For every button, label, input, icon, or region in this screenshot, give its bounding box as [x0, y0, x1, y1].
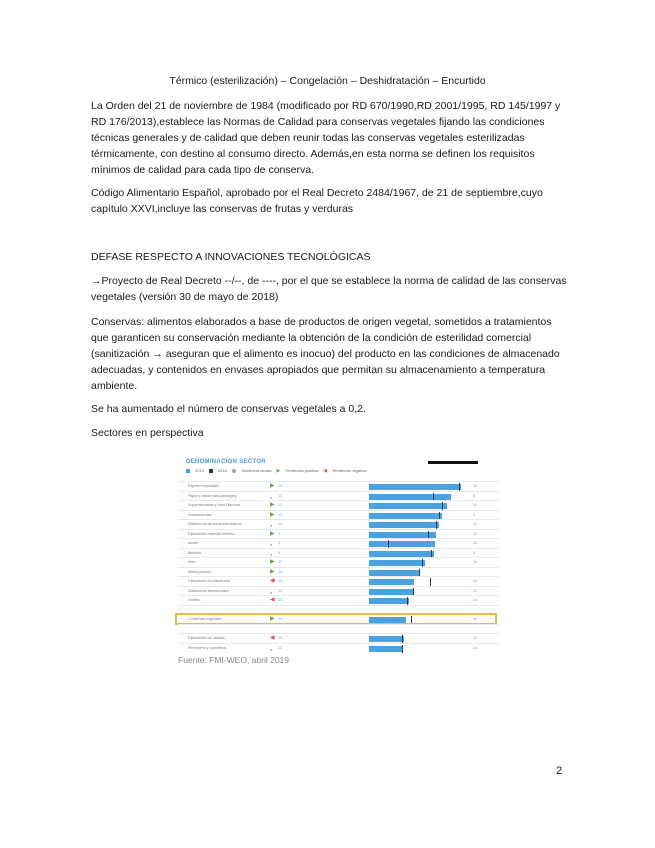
- page-number: 2: [556, 765, 563, 777]
- row-label: Fabricación no residencial: [188, 579, 230, 583]
- row-prev-marker: [402, 645, 403, 653]
- section-heading: DEFASE RESPECTO A INNOVACIONES TECNOLÓGICAS: [91, 251, 371, 263]
- row-bar: [369, 494, 451, 500]
- legend-label: Tendencia neutra: [240, 468, 272, 474]
- row-small-value: 13: [278, 569, 282, 574]
- row-bar: [369, 484, 461, 490]
- trend-negative-icon: ◀: [270, 578, 275, 584]
- legend-marker-icon: ▶: [276, 468, 281, 474]
- legend-marker-icon: ◀: [323, 468, 328, 474]
- legend-label: 2018: [217, 468, 227, 474]
- row-small-value: 13: [278, 493, 282, 498]
- trend-neutral-icon: ●: [270, 589, 273, 595]
- row-label: Vino: [188, 560, 196, 564]
- row-end-value: 11: [473, 617, 477, 621]
- row-small-value: 12: [278, 560, 282, 564]
- row-label: Bebidas: [188, 550, 201, 555]
- trend-positive-icon: ▶: [270, 511, 275, 518]
- row-bar: [369, 522, 439, 528]
- food-code-paragraph: Código Alimentario Español, aprobado por el Real Decreto 2484/1967, de 21 de septiembre,cuyo capítulo XXVI,incluye las conservas de frutas y verduras: [91, 187, 543, 215]
- row-end-value: 8: [473, 493, 475, 498]
- row-bar: [369, 589, 413, 595]
- row-small-value: 13: [278, 645, 282, 650]
- row-end-value: 14: [473, 579, 477, 583]
- row-bar: [369, 570, 419, 576]
- sector-figure: [178, 453, 498, 651]
- row-bar: [369, 636, 404, 642]
- row-end-value: 12: [473, 522, 477, 526]
- legend-marker-icon: [186, 469, 190, 473]
- row-bar: [369, 503, 447, 509]
- legend-item: [232, 468, 272, 473]
- row-bar: [369, 541, 435, 547]
- row-small-value: 9: [278, 531, 280, 536]
- trend-positive-icon: ▶: [270, 559, 275, 565]
- row-bar: [369, 579, 414, 585]
- trend-positive-icon: ▶: [270, 568, 275, 575]
- trend-positive-icon: ▶: [270, 616, 275, 622]
- row-bar: [369, 551, 434, 557]
- row-label: Sector porcino: [188, 569, 212, 574]
- row-small-value: 13: [278, 512, 282, 517]
- row-end-value: 14: [473, 645, 477, 650]
- trend-positive-icon: ▶: [270, 483, 275, 489]
- row-end-value: 13: [473, 636, 477, 640]
- row-bar: [369, 598, 409, 604]
- row-bar: [369, 646, 403, 652]
- legend-item: [277, 468, 319, 474]
- row-end-value: 3: [473, 550, 475, 555]
- legend-label: 2019: [195, 468, 204, 474]
- legend-item: [209, 468, 227, 473]
- row-end-value: 14: [473, 560, 477, 564]
- legend-label: Tendencia positiva: [285, 468, 319, 474]
- trend-neutral-icon: ●: [270, 542, 273, 547]
- row-small-value: 13: [278, 598, 282, 602]
- trend-neutral-icon: ●: [270, 494, 273, 500]
- row-label: Fabricación material eléctrico: [188, 531, 235, 536]
- trend-neutral-icon: ●: [270, 646, 273, 652]
- trend-neutral-icon: ●: [270, 523, 273, 528]
- trend-positive-icon: ▶: [270, 502, 275, 508]
- row-end-value: 13: [473, 588, 477, 593]
- row-end-value: 16: [473, 541, 477, 545]
- row-label: Papeles especiales: [188, 484, 219, 488]
- row-small-value: 13: [278, 636, 282, 640]
- sectors-paragraph: Sectores en perspectiva: [91, 427, 204, 439]
- trend-negative-icon: ◀: [270, 597, 275, 603]
- row-label: Hortofrutícolas: [188, 512, 212, 517]
- row-bar: [369, 560, 425, 566]
- row-small-value: 13: [278, 588, 282, 593]
- row-small-value: 13: [278, 617, 282, 621]
- row-end-value: 9: [473, 512, 475, 517]
- row-label: Aceite: [188, 541, 198, 545]
- row-small-value: 13: [278, 579, 282, 583]
- regulation-paragraph: La Orden del 21 de noviembre de 1984 (modificado por RD 670/1990,RD 2001/1995, RD 145/1997 y RD 176/2013),establece las Normas de Calidad para conservas vegetales fijando las condiciones técnicas generales y de calidad que deben reunir todas las conservas vegetales esterilizadas térmicamente, con destino al consumo directo. Además,en esta norma se definen los requisitos mínimos de calidad para cada tipo de conserva.: [91, 100, 561, 176]
- row-small-value: 8: [278, 550, 280, 555]
- row-label: Textiles: [188, 598, 200, 602]
- draft-decree-paragraph: →Proyecto de Real Decreto --/--, de ----, por el que se establece la norma de calidad de las conservas vegetales (versión 30 de mayo de 2018): [91, 275, 567, 303]
- row-small-value: 13: [278, 484, 282, 488]
- row-small-value: 9: [278, 541, 280, 545]
- figure-black-bar: [428, 461, 478, 464]
- legend-label: Tendencia negativa: [332, 468, 367, 474]
- row-label: Fabricación de calzado: [188, 636, 225, 640]
- row-label: Perfumería y cosmética: [188, 645, 226, 650]
- row-small-value: 13: [278, 522, 282, 526]
- preservation-methods-subtitle: Térmico (esterilización) – Congelación – Deshidratación – Encurtido: [169, 75, 486, 87]
- table-row: [178, 643, 498, 654]
- trend-positive-icon: ▶: [270, 530, 275, 537]
- row-end-value: 14: [473, 484, 477, 488]
- row-end-value: 10: [473, 531, 477, 536]
- legend-item: [323, 468, 366, 474]
- increase-paragraph: Se ha aumentado el número de conservas vegetales a 0,2.: [91, 403, 366, 415]
- definition-paragraph: Conservas: alimentos elaborados a base de productos de origen vegetal, sometidos a tratamientos que garanticen su conservación mediante la obtención de la condición de esterilidad comercial (sanitización → aseguran que el alimento es inocuo) del producto en las condiciones de almacenado adecuadas, y contenidos en envases apropiados que permitan su almacenamiento a temperatura ambiente.: [91, 316, 560, 392]
- legend-item: [186, 468, 204, 473]
- row-label: Supermercados y Hard Discount: [188, 503, 240, 507]
- row-label: Conservas vegetales: [188, 617, 222, 621]
- row-end-value: 14: [473, 503, 477, 507]
- figure-source: Fuente: FMI-WEO, abril 2019: [178, 655, 290, 665]
- row-bar: [369, 532, 436, 538]
- figure-title: DENOMINACION SECTOR: [186, 459, 266, 465]
- figure-legend: [186, 468, 372, 476]
- legend-marker-icon: [232, 469, 236, 473]
- row-label: Distribución de electrodomésticos: [188, 522, 242, 526]
- row-bar: [369, 513, 442, 519]
- trend-neutral-icon: ●: [270, 551, 273, 557]
- trend-negative-icon: ◀: [270, 635, 275, 641]
- row-end-value: 14: [473, 598, 477, 602]
- row-small-value: 13: [278, 503, 282, 507]
- row-label: Distribución farmacéutica: [188, 588, 229, 593]
- legend-marker-icon: [209, 469, 213, 473]
- row-label: Papel y cartón para packaging: [188, 493, 237, 498]
